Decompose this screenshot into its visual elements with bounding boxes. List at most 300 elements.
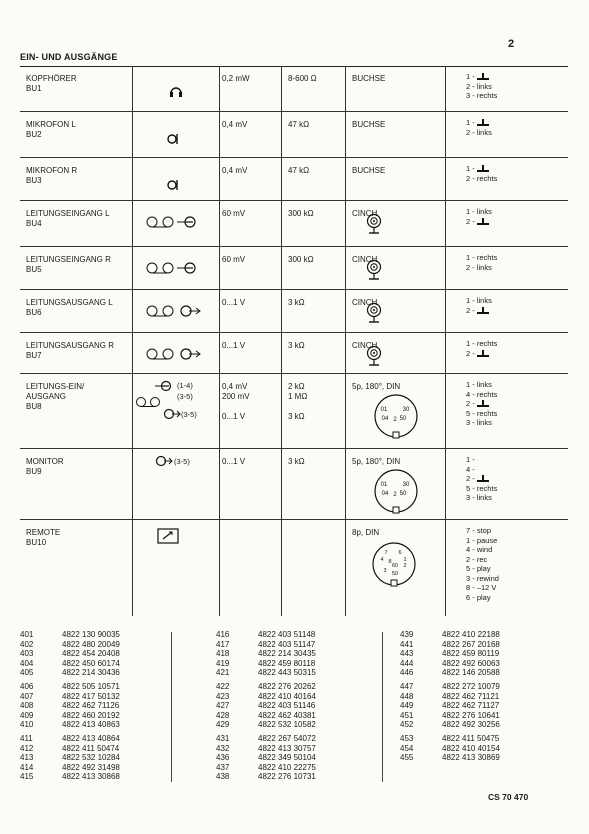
pin-text: 3 - rewind (466, 573, 499, 583)
level-cell (218, 247, 282, 289)
connector-name: LEITUNGSEINGANG L (26, 209, 110, 218)
impedance-cell (282, 158, 346, 200)
part-row (216, 649, 316, 659)
connector-type-cell (346, 333, 446, 373)
level-cell (218, 201, 282, 246)
connector-name-cell (26, 112, 136, 157)
part-position: 412 (20, 743, 34, 753)
impedance: 47 kΩ (288, 120, 310, 129)
part-row (400, 753, 500, 763)
cinch-socket-icon (366, 302, 382, 326)
pin-text: 1 - pause (466, 535, 498, 545)
din-pin-label: 50 (399, 416, 407, 422)
part-row (216, 744, 316, 754)
part-row (400, 711, 500, 721)
part-row (216, 734, 316, 744)
pin-assignment (466, 418, 574, 428)
part-number: 4822 492 60063 (442, 658, 500, 668)
part-position: 428 (216, 710, 230, 720)
signal-level: 60 mV (222, 209, 246, 218)
part-position: 404 (20, 658, 34, 668)
din-pin-label: 2 (393, 492, 397, 498)
connector-row (20, 201, 568, 247)
connector-name: BU10 (26, 538, 47, 547)
pin-assignment (466, 306, 574, 316)
symbol-cell (132, 66, 220, 111)
pin-assignment (466, 390, 574, 400)
connector-name: BU2 (26, 130, 42, 139)
part-row (216, 640, 316, 650)
cinch-socket-icon (366, 345, 382, 369)
parts-group (400, 682, 500, 730)
part-row (400, 659, 500, 669)
part-number: 4822 130 90035 (62, 630, 120, 639)
pin-text: 2 - links (466, 81, 492, 91)
connector-name: BU4 (26, 219, 42, 228)
connector-type-cell (346, 201, 446, 246)
parts-column (216, 630, 316, 786)
part-row (20, 682, 120, 692)
jack-output-icon (155, 455, 173, 467)
parts-group (20, 734, 120, 782)
din-socket-icon (370, 392, 422, 440)
din-pin-label: 6 (398, 550, 402, 556)
pin-text: 2 - (466, 216, 477, 226)
din-pin-label: 01 (380, 407, 388, 413)
ground-symbol (477, 119, 489, 127)
part-position: 405 (20, 668, 34, 678)
pin-text: 5 - play (466, 564, 491, 573)
part-row (216, 701, 316, 711)
connector-name-cell (26, 247, 136, 289)
impedance: 3 kΩ (288, 341, 305, 350)
signal-level: 0,4 mV (222, 382, 248, 391)
connector-name-cell (26, 449, 136, 519)
part-number: 4822 492 31498 (62, 762, 120, 772)
impedance-cell (282, 374, 346, 448)
ground-symbol (477, 400, 489, 408)
impedance: 3 kΩ (288, 457, 305, 466)
jack-input-icon (155, 380, 173, 392)
part-row (20, 753, 120, 763)
part-position: 408 (20, 701, 34, 711)
pin-text: 2 - (466, 399, 477, 408)
part-position: 454 (400, 743, 414, 753)
pin-assignment (466, 253, 574, 263)
connector-type-cell (346, 66, 446, 111)
ground-symbol (477, 73, 489, 81)
connector-row (20, 520, 568, 616)
part-number: 4822 450 60174 (62, 658, 120, 668)
pin-text: 4 - rechts (466, 389, 498, 399)
connector-type: CINCH (352, 298, 378, 307)
part-number: 4822 267 54072 (258, 733, 316, 743)
pin-assignment (466, 263, 574, 273)
parts-group (216, 630, 316, 678)
part-row (216, 711, 316, 721)
part-row (400, 640, 500, 650)
part-number: 4822 462 71121 (442, 691, 500, 701)
pin-assignment (466, 207, 574, 217)
part-row (20, 640, 120, 650)
pin-text: 5 - rechts (466, 408, 498, 418)
part-position: 418 (216, 649, 230, 659)
symbol-cell (132, 290, 220, 332)
part-number: 4822 276 10731 (258, 772, 316, 782)
connector-type-cell (346, 158, 446, 200)
connector-table (20, 66, 568, 616)
symbol-cell (132, 112, 220, 157)
part-position: 421 (216, 668, 230, 678)
parts-group (216, 682, 316, 730)
pin-text: 1 - (466, 118, 477, 127)
part-number: 4822 276 10641 (442, 710, 500, 720)
pin-assignment (466, 526, 574, 536)
pin-text: 1 - (466, 72, 477, 81)
tape-source-icon (135, 396, 163, 408)
pin-assignment (466, 455, 574, 465)
part-number: 4822 411 50474 (62, 743, 120, 753)
connector-name-cell (26, 333, 136, 373)
part-position: 437 (216, 762, 230, 772)
part-number: 4822 413 30869 (442, 753, 500, 763)
remote-icon (157, 528, 179, 544)
part-position: 453 (400, 733, 414, 743)
microphone-jack-icon (167, 132, 181, 146)
part-row (20, 701, 120, 711)
parts-group (400, 734, 500, 763)
part-row (20, 720, 120, 730)
part-number: 4822 462 40381 (258, 710, 316, 720)
pin-assignment (466, 82, 574, 92)
impedance-cell (282, 290, 346, 332)
tape-source-icon (145, 215, 203, 229)
part-row (216, 630, 316, 640)
part-position: 422 (216, 681, 230, 691)
din-pin-label: 50 (391, 571, 399, 577)
connector-type-cell (346, 374, 446, 448)
part-position: 438 (216, 772, 230, 782)
part-position: 403 (20, 649, 34, 659)
part-number: 4822 413 40864 (62, 733, 120, 743)
pin-assignment (466, 349, 574, 359)
pin-text: 1 - rechts (466, 253, 498, 262)
part-number: 4822 214 30436 (62, 668, 120, 678)
parts-group (20, 682, 120, 730)
pin-text: 3 - links (466, 493, 492, 502)
pin-text: 2 - (466, 474, 477, 483)
part-position: 443 (400, 649, 414, 659)
pin-assignment (466, 128, 574, 138)
din-pin-label: 3 (383, 568, 387, 574)
impedance-cell (282, 247, 346, 289)
part-position: 451 (400, 710, 414, 720)
symbol-cell (132, 158, 220, 200)
impedance: 300 kΩ (288, 255, 314, 264)
pin-text: 5 - rechts (466, 483, 498, 493)
pin-assignment-cell (450, 112, 574, 157)
connector-type: 5p, 180°, DIN (352, 457, 401, 466)
part-position: 415 (20, 772, 34, 782)
connector-row (20, 247, 568, 290)
pin-text: 8 - –12 V (466, 583, 497, 592)
connector-type-cell (346, 112, 446, 157)
pin-text: 6 - play (466, 592, 491, 602)
jack-output-icon (163, 408, 181, 420)
pin-assignment (466, 555, 574, 565)
connector-name: BU3 (26, 176, 42, 185)
part-number: 4822 349 50104 (258, 753, 316, 763)
level-cell (218, 112, 282, 157)
pin-text: 2 - (466, 348, 477, 358)
impedance-cell (282, 520, 346, 616)
part-number: 4822 462 71126 (62, 701, 120, 711)
parts-group (400, 630, 500, 678)
tape-source-icon (145, 347, 203, 361)
din-pin-label: 30 (402, 407, 410, 413)
part-row (20, 711, 120, 721)
pin-assignment (466, 164, 574, 174)
connector-type: 5p, 180°, DIN (352, 382, 401, 391)
pin-text: 1 - links (466, 207, 492, 216)
din-pin-label: 2 (403, 563, 407, 569)
symbol-cell (132, 247, 220, 289)
connector-name-cell (26, 520, 136, 616)
section-title: EIN- UND AUSGÄNGE (20, 52, 118, 62)
part-number: 4822 410 40154 (442, 743, 500, 753)
din-pin-label: 4 (380, 557, 384, 563)
din-socket-icon (370, 467, 422, 515)
symbol-cell (132, 374, 220, 448)
part-row (20, 668, 120, 678)
part-number: 4822 505 10571 (62, 681, 120, 691)
pin-assignment (466, 493, 574, 503)
din-pin-label: 04 (381, 416, 389, 422)
part-number: 4822 459 80119 (442, 649, 500, 659)
part-position: 417 (216, 639, 230, 649)
part-row (216, 659, 316, 669)
pin-assignment-cell (450, 201, 574, 246)
part-row (216, 692, 316, 702)
connector-row (20, 449, 568, 520)
parts-column (400, 630, 500, 767)
part-position: 429 (216, 720, 230, 730)
part-position: 427 (216, 701, 230, 711)
part-position: 449 (400, 701, 414, 711)
connector-type-cell (346, 449, 446, 519)
pin-assignment (466, 339, 574, 349)
pin-assignment (466, 474, 574, 484)
part-position: 416 (216, 630, 230, 639)
pin-assignment (466, 593, 574, 603)
pin-assignment (466, 583, 574, 593)
pin-assignment (466, 296, 574, 306)
part-position: 447 (400, 681, 414, 691)
part-number: 4822 403 51147 (258, 639, 316, 649)
connector-type-cell (346, 247, 446, 289)
part-number: 4822 276 20262 (258, 681, 316, 691)
din8-socket-icon (368, 540, 420, 588)
connector-type: 8p, DIN (352, 528, 380, 537)
part-number: 4822 460 20192 (62, 710, 120, 720)
parts-divider (382, 632, 383, 782)
pin-text: 1 - links (466, 296, 492, 305)
part-number: 4822 480 20049 (62, 639, 120, 649)
ground-symbol (477, 350, 489, 358)
din-pin-label: 1 (403, 557, 407, 563)
din-pin-label: 8 (388, 559, 392, 565)
connector-type: BUCHSE (352, 120, 386, 129)
pin-assignment-cell (450, 158, 574, 200)
connector-name: REMOTE (26, 528, 61, 537)
level-cell (218, 66, 282, 111)
ground-symbol (477, 218, 489, 226)
part-number: 4822 459 80118 (258, 658, 316, 668)
document-code: CS 70 470 (488, 792, 529, 802)
impedance: 3 kΩ (288, 298, 305, 307)
pin-text: 1 - (466, 164, 477, 173)
part-number: 4822 403 51146 (258, 701, 316, 711)
part-position: 414 (20, 762, 34, 772)
pin-assignment (466, 545, 574, 555)
part-position: 452 (400, 720, 414, 730)
tape-source-icon (145, 261, 203, 275)
level-cell (218, 374, 282, 448)
part-row (20, 692, 120, 702)
connector-type: BUCHSE (352, 166, 386, 175)
connector-name: LEITUNGSAUSGANG R (26, 341, 115, 350)
part-position: 409 (20, 710, 34, 720)
pin-assignment-cell (450, 290, 574, 332)
connector-name-cell (26, 201, 136, 246)
level-cell (218, 290, 282, 332)
signal-level: 0,2 mW (222, 74, 250, 83)
parts-column (20, 630, 120, 786)
pin-text: 7 - stop (466, 526, 492, 535)
part-row (400, 744, 500, 754)
pin-assignment (466, 399, 574, 409)
connector-row (20, 158, 568, 201)
pin-text: 2 - links (466, 127, 492, 137)
parts-divider (171, 632, 172, 782)
part-row (20, 649, 120, 659)
pin-assignment-cell (450, 520, 574, 616)
symbol-cell (132, 201, 220, 246)
part-number: 4822 214 30435 (258, 649, 316, 659)
cinch-socket-icon (366, 213, 382, 237)
part-number: 4822 454 20408 (62, 649, 120, 659)
jack-pin-label: (3-5) (174, 457, 190, 466)
part-row (20, 734, 120, 744)
part-position: 406 (20, 681, 34, 691)
part-number: 4822 410 40164 (258, 691, 316, 701)
part-row (216, 753, 316, 763)
connector-row (20, 290, 568, 333)
page-number: 2 (508, 38, 515, 50)
pin-text: 4 - wind (466, 545, 493, 554)
signal-level: 0,4 mV (222, 120, 248, 129)
ground-symbol (477, 165, 489, 173)
impedance-cell (282, 201, 346, 246)
connector-name: MONITOR (26, 457, 64, 466)
symbol-cell (132, 333, 220, 373)
part-position: 423 (216, 691, 230, 701)
signal-level: 0...1 V (222, 298, 246, 307)
part-number: 4822 443 50315 (258, 668, 316, 678)
connector-type: CINCH (352, 341, 378, 350)
tape-source-icon (145, 304, 203, 318)
part-row (20, 659, 120, 669)
part-row (216, 682, 316, 692)
part-row (216, 772, 316, 782)
part-row (20, 763, 120, 773)
connector-name: KOPFHÖRER (26, 74, 77, 83)
part-position: 413 (20, 753, 34, 763)
pin-assignment (466, 465, 574, 475)
part-number: 4822 410 22275 (258, 762, 316, 772)
din-pin-label: 50 (399, 491, 407, 497)
connector-type: CINCH (352, 255, 378, 264)
signal-level: 60 mV (222, 255, 246, 264)
part-position: 432 (216, 743, 230, 753)
connector-name: LEITUNGS-EIN/ (26, 382, 85, 391)
impedance: 8-600 Ω (288, 74, 317, 83)
impedance: 1 MΩ (288, 392, 308, 401)
pin-assignment (466, 380, 574, 390)
microphone-jack-icon (167, 178, 181, 192)
connector-name: BU6 (26, 308, 42, 317)
impedance: 300 kΩ (288, 209, 314, 218)
part-row (400, 649, 500, 659)
connector-type: CINCH (352, 209, 378, 218)
signal-level: 0...1 V (222, 341, 246, 350)
part-number: 4822 492 30256 (442, 720, 500, 730)
level-cell (218, 520, 282, 616)
din-pin-label: 60 (391, 563, 399, 569)
part-row (20, 744, 120, 754)
pin-assignment (466, 484, 574, 494)
pin-text: 1 - (466, 455, 475, 464)
connector-name: BU7 (26, 351, 42, 360)
part-number: 4822 532 10284 (62, 753, 120, 763)
connector-row (20, 374, 568, 449)
pin-text: 1 - links (466, 380, 492, 389)
connector-name-cell (26, 158, 136, 200)
connector-row (20, 112, 568, 158)
part-number: 4822 267 20168 (442, 639, 500, 649)
connector-name: LEITUNGSEINGANG R (26, 255, 111, 264)
pin-text: 2 - rec (466, 554, 488, 564)
pin-assignment-cell (450, 66, 574, 111)
part-position: 410 (20, 720, 34, 730)
part-row (400, 720, 500, 730)
din-pin-label: 30 (402, 482, 410, 488)
connector-name: MIKROFON R (26, 166, 78, 175)
parts-group (20, 630, 120, 678)
connector-type-cell (346, 290, 446, 332)
din-pin-label: 01 (380, 482, 388, 488)
part-position: 455 (400, 753, 414, 763)
part-position: 444 (400, 658, 414, 668)
part-position: 439 (400, 630, 414, 639)
part-position: 411 (20, 733, 33, 743)
headphone-icon (169, 84, 183, 98)
signal-level: 200 mV (222, 392, 250, 401)
connector-name: AUSGANG (26, 392, 67, 401)
part-number: 4822 462 71127 (442, 701, 500, 711)
connector-name: LEITUNGSAUSGANG L (26, 298, 113, 307)
part-position: 419 (216, 658, 230, 668)
